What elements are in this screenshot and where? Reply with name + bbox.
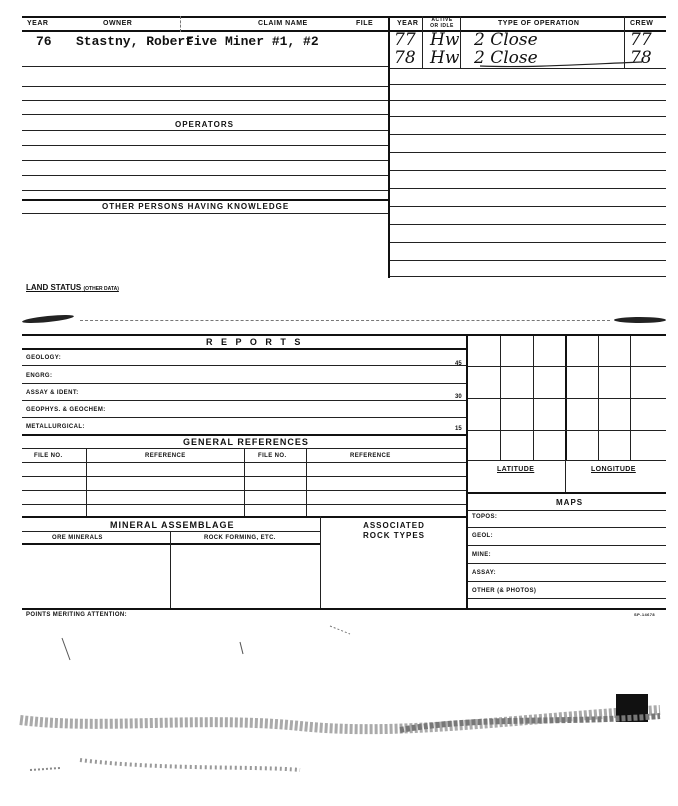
reports-header-rule: [22, 348, 466, 350]
ref-file-no-header: FILE NO.: [34, 453, 63, 459]
maps-other: OTHER (& PHOTOS): [472, 588, 537, 594]
op2-status: Hw: [430, 48, 460, 68]
type-of-operation-header: TYPE OF OPERATION: [498, 20, 580, 27]
report-assay: ASSAY & IDENT:: [26, 390, 79, 396]
report-line: [22, 417, 466, 418]
owner-divider: [180, 16, 181, 32]
maps-line: [468, 545, 666, 546]
entry-claim: Five Miner #1, #2: [186, 34, 319, 49]
op-row-line: [390, 242, 666, 243]
ref-col-divider: [86, 448, 87, 516]
report-geophys: GEOPHYS. & GEOCHEM:: [26, 407, 106, 413]
ink-smudge: [22, 313, 74, 324]
scale-30: 30: [455, 394, 462, 400]
land-line: [80, 320, 610, 321]
op-row-line: [390, 84, 666, 85]
owner-header: OWNER: [103, 20, 133, 27]
op2-year: 78: [394, 48, 416, 68]
op-row-line: [390, 116, 666, 117]
report-line: [22, 383, 466, 384]
scale-45: 45: [455, 361, 462, 367]
maps-mine: MINE:: [472, 552, 491, 558]
op1-crew: 77: [630, 30, 652, 50]
report-metallurgical: METALLURGICAL:: [26, 424, 85, 430]
rock-forming-header: ROCK FORMING, ETC.: [204, 535, 276, 541]
row-line: [22, 100, 388, 101]
op-row-line: [390, 224, 666, 225]
op1-type: 2 Close: [474, 30, 538, 50]
file-header: FILE: [356, 20, 374, 27]
grid-hline: [468, 366, 666, 367]
operators-label: OPERATORS: [175, 120, 234, 129]
row-line: [22, 175, 388, 176]
coord-divider: [565, 460, 566, 492]
top-rule: [22, 16, 666, 18]
longitude-label: LONGITUDE: [591, 466, 636, 473]
mineral-col-divider: [170, 531, 171, 608]
entry-year: 76: [36, 34, 52, 49]
op2-crew: 78: [630, 48, 652, 68]
crew-header: CREW: [630, 20, 654, 27]
grid-hline: [468, 398, 666, 399]
mineral-assemblage-title: MINERAL ASSEMBLAGE: [110, 520, 235, 530]
report-line: [22, 365, 466, 366]
op-row-line: [390, 170, 666, 171]
year-divider: [422, 16, 423, 68]
points-meriting-label: POINTS MERITING ATTENTION:: [26, 612, 128, 618]
ref-reference-header: REFERENCE: [145, 453, 186, 459]
scan-noise: [0, 620, 678, 806]
op2-type: 2 Close: [474, 48, 538, 68]
other-persons-label: OTHER PERSONS HAVING KNOWLEDGE: [102, 202, 290, 211]
reports-top-rule: [22, 334, 666, 336]
maps-line: [468, 527, 666, 528]
row-line: [22, 86, 388, 87]
maps-assay: ASSAY:: [472, 570, 497, 576]
header-rule: [22, 30, 666, 32]
maps-rule: [468, 510, 666, 511]
op-row-line: [390, 152, 666, 153]
maps-topos: TOPOS:: [472, 514, 498, 520]
op1-status: Hw: [430, 30, 460, 50]
op-row-line: [390, 100, 666, 101]
land-status-label: [26, 283, 119, 292]
latitude-label: LATITUDE: [497, 466, 535, 473]
grid-hline: [468, 430, 666, 431]
land-status-text: LAND STATUS: [26, 283, 82, 292]
gref-bottom-rule: [22, 516, 466, 518]
op-row-line: [390, 68, 666, 69]
op-row-line: [390, 134, 666, 135]
ref-reference2-header: REFERENCE: [350, 453, 391, 459]
mineral-rule: [22, 531, 320, 532]
year2-header: YEAR: [397, 20, 419, 27]
active-idle-header: ACTIVE OR IDLE: [430, 17, 454, 29]
row-line: [22, 199, 388, 201]
maps-line: [468, 598, 666, 599]
maps-top-rule: [468, 492, 666, 494]
main-vertical-divider: [388, 16, 390, 278]
report-geology: GEOLOGY:: [26, 355, 62, 361]
row-line: [22, 190, 388, 191]
row-line: [22, 160, 388, 161]
maps-geol: GEOL:: [472, 533, 493, 539]
bottom-rule: [22, 608, 666, 610]
right-panel-divider: [466, 334, 468, 608]
maps-line: [468, 581, 666, 582]
entry-owner: Stastny, Robert: [76, 34, 194, 49]
claim-name-header: CLAIM NAME: [258, 20, 308, 27]
row-line: [22, 130, 388, 131]
op-row-line: [390, 206, 666, 207]
ref-col-divider: [306, 448, 307, 516]
op-row-line: [390, 188, 666, 189]
maps-title: MAPS: [556, 498, 584, 507]
maps-line: [468, 563, 666, 564]
op1-year: 77: [394, 30, 416, 50]
ore-minerals-header: ORE MINERALS: [52, 535, 103, 541]
grid-hline: [468, 460, 666, 461]
active-divider: [460, 16, 461, 68]
ink-smudge: [614, 317, 666, 323]
rock-types-divider: [320, 516, 321, 608]
year-header: YEAR: [27, 20, 49, 27]
ref-col-divider: [244, 448, 245, 516]
scale-15: 15: [455, 426, 462, 432]
row-line: [22, 114, 388, 115]
ref-file-no2-header: FILE NO.: [258, 453, 287, 459]
associated-rock-types-title: ASSOCIATED ROCK TYPES: [362, 521, 425, 540]
row-line: [22, 145, 388, 146]
report-line: [22, 434, 466, 436]
mineral-header-rule: [22, 543, 320, 545]
row-line: [22, 66, 388, 67]
report-line: [22, 400, 466, 401]
form-number: SP-14678: [634, 612, 655, 617]
report-engrg: ENGRG:: [26, 373, 53, 379]
op-row-line: [390, 276, 666, 277]
general-references-title: GENERAL REFERENCES: [183, 437, 309, 447]
op-row-line: [390, 260, 666, 261]
row-line: [22, 213, 388, 214]
reports-title: R E P O R T S: [206, 337, 304, 347]
land-status-note: (OTHER DATA): [83, 286, 119, 292]
